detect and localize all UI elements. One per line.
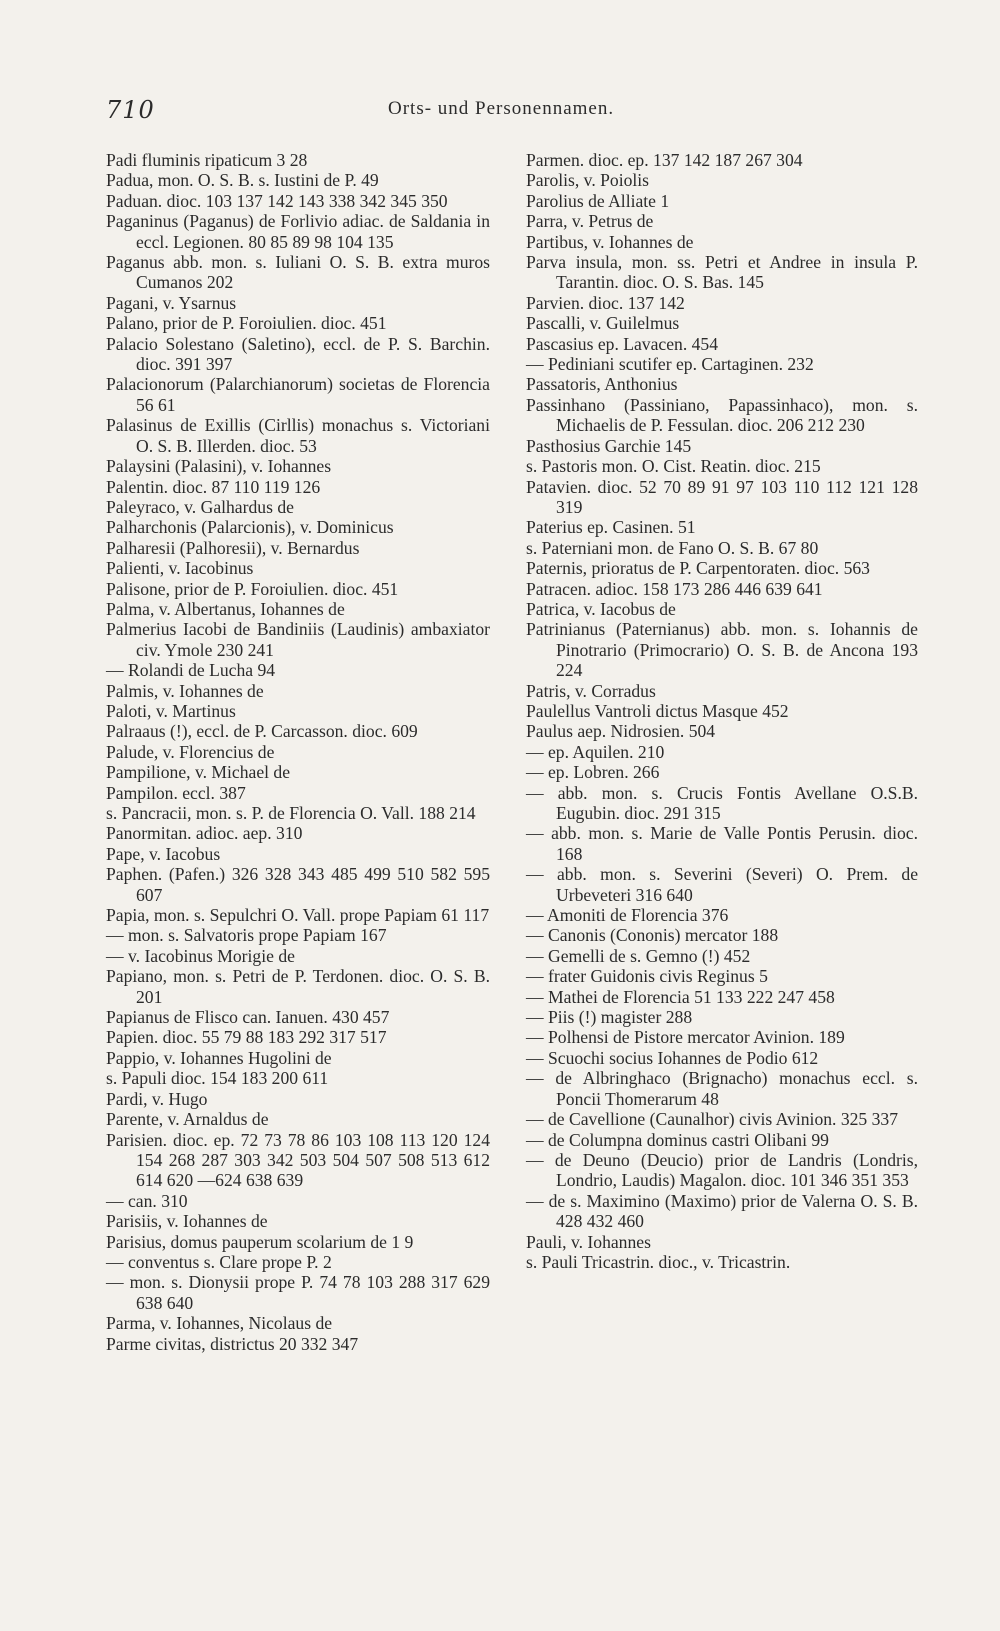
index-entry: Parma, v. Iohannes, Nicolaus de <box>106 1313 333 1334</box>
index-entry: Parente, v. Arnaldus de <box>106 1109 269 1130</box>
index-entry: Paganinus (Paganus) de Forlivio adiac. de Saldania in eccl. Legionen. 80 85 89 98 104 135 <box>106 211 490 252</box>
index-entry: — de s. Maximino (Maximo) prior de Valerna O. S. B. 428 432 460 <box>526 1190 918 1232</box>
index-entry: Papianus de Flisco can. Ianuen. 430 457 <box>106 1007 390 1028</box>
index-entry: Patrinianus (Paternianus) abb. mon. s. Iohannis de Pinotrario (Primocrario) O. S. B. de Ancona 193 224 <box>526 619 918 681</box>
index-entry: — mon. s. Salvatoris prope Papiam 167 <box>106 925 387 946</box>
index-entry: Papia, mon. s. Sepulchri O. Vall. prope Papiam 61 117 <box>106 905 490 926</box>
index-entry: s. Pauli Tricastrin. dioc., v. Tricastrin. <box>526 1251 791 1272</box>
index-entry: Parra, v. Petrus de <box>526 211 654 232</box>
index-entry: Parolius de Alliate 1 <box>526 190 670 211</box>
index-entry: Pascasius ep. Lavacen. 454 <box>526 333 719 354</box>
index-entry: Palacionorum (Palarchianorum) societas de Florencia 56 61 <box>106 374 490 415</box>
index-entry: — Polhensi de Pistore mercator Avinion. 189 <box>526 1027 845 1048</box>
index-entry: — de Columpna dominus castri Olibani 99 <box>526 1129 829 1150</box>
index-entry: — Amoniti de Florencia 376 <box>526 905 729 926</box>
index-entry: Parme civitas, districtus 20 332 347 <box>106 1333 359 1354</box>
index-entry: Palraaus (!), eccl. de P. Carcasson. dioc. 609 <box>106 721 418 742</box>
index-entry: Patavien. dioc. 52 70 89 91 97 103 110 112 121 128 319 <box>526 476 918 517</box>
index-entry: Pampilon. eccl. 387 <box>106 782 246 803</box>
index-entry: Palma, v. Albertanus, Iohannes de <box>106 598 345 619</box>
index-entry: Paleyraco, v. Galhardus de <box>106 496 294 517</box>
page-header <box>106 96 906 126</box>
index-entry: Parisien. dioc. ep. 72 73 78 86 103 108 113 120 124 154 268 287 303 342 503 504 507 508 513 612 614 620 —624 638 639 <box>106 1129 490 1191</box>
index-entry: Passinhano (Passiniano, Papassinhaco), mon. s. Michaelis de P. Fessulan. dioc. 206 212 230 <box>526 394 918 436</box>
index-entry: Patracen. adioc. 158 173 286 446 639 641 <box>526 578 823 599</box>
index-entry: Passatoris, Anthonius <box>526 374 678 395</box>
index-entry: — de Albringhaco (Brignacho) monachus eccl. s. Poncii Thomerarum 48 <box>526 1068 918 1109</box>
index-entry: Parisiis, v. Iohannes de <box>106 1211 268 1232</box>
index-entry: — Gemelli de s. Gemno (!) 452 <box>526 945 751 966</box>
index-entry: Palienti, v. Iacobinus <box>106 558 254 579</box>
index-entry: Palasinus de Exillis (Cirllis) monachus s. Victoriani O. S. B. Illerden. dioc. 53 <box>106 415 490 456</box>
index-entry: Patris, v. Corradus <box>526 680 656 701</box>
index-entry: — Piis (!) magister 288 <box>526 1007 693 1028</box>
index-entry: — abb. mon. s. Crucis Fontis Avellane O.S.B. Eugubin. dioc. 291 315 <box>526 782 918 823</box>
right-column <box>526 150 918 1272</box>
index-entry: — Pediniani scutifer ep. Cartaginen. 232 <box>526 354 814 375</box>
index-entry: Paloti, v. Martinus <box>106 700 236 721</box>
index-entry: Palisone, prior de P. Foroiulien. dioc. 451 <box>106 578 399 599</box>
index-entry: Papiano, mon. s. Petri de P. Terdonen. dioc. O. S. B. 201 <box>106 966 490 1007</box>
index-entry: Panormitan. adioc. aep. 310 <box>106 823 303 844</box>
index-entry: — Canonis (Cononis) mercator 188 <box>526 925 779 946</box>
index-entry: Pascalli, v. Guilelmus <box>526 313 680 334</box>
index-entry: Parolis, v. Poiolis <box>526 170 650 191</box>
index-entry: s. Pastoris mon. O. Cist. Reatin. dioc. 215 <box>526 456 821 477</box>
left-column <box>106 150 490 1354</box>
index-entry: Partibus, v. Iohannes de <box>526 231 694 252</box>
index-entry: s. Paterniani mon. de Fano O. S. B. 67 80 <box>526 537 819 558</box>
index-entry: Palentin. dioc. 87 110 119 126 <box>106 476 321 497</box>
index-entry: — conventus s. Clare prope P. 2 <box>106 1251 332 1272</box>
page-number: 710 <box>106 96 155 124</box>
index-entry: Padua, mon. O. S. B. s. Iustini de P. 49 <box>106 170 379 191</box>
index-entry: s. Pancracii, mon. s. P. de Florencia O. Vall. 188 214 <box>106 803 476 823</box>
index-entry: Pardi, v. Hugo <box>106 1088 208 1109</box>
index-entry: — abb. mon. s. Severini (Severi) O. Prem. de Urbeveteri 316 640 <box>526 864 918 905</box>
index-entry: — Rolandi de Lucha 94 <box>106 660 276 681</box>
index-entry: Palude, v. Florencius de <box>106 741 275 762</box>
index-entry: — frater Guidonis civis Reginus 5 <box>526 966 768 987</box>
index-entry: Palmis, v. Iohannes de <box>106 680 264 701</box>
index-entry: Pape, v. Iacobus <box>106 843 221 864</box>
index-entry: Paganus abb. mon. s. Iuliani O. S. B. extra muros Cumanos 202 <box>106 252 490 293</box>
index-entry: Pampilione, v. Michael de <box>106 762 291 783</box>
index-entry: Patrica, v. Iacobus de <box>526 598 676 619</box>
index-entry: — de Deuno (Deucio) prior de Landris (Londris, Londrio, Laudis) Magalon. dioc. 101 346 351 353 <box>526 1149 918 1191</box>
index-entry: Paulellus Vantroli dictus Masque 452 <box>526 700 789 721</box>
index-entry: — Mathei de Florencia 51 133 222 247 458 <box>526 986 835 1007</box>
index-entry: Palmerius Iacobi de Bandiniis (Laudinis) ambaxiator civ. Ymole 230 241 <box>106 619 490 660</box>
index-entry: Palacio Solestano (Saletino), eccl. de P. S. Barchin. dioc. 391 397 <box>106 333 490 375</box>
index-entry: Parmen. dioc. ep. 137 142 187 267 304 <box>526 150 803 170</box>
index-entry: Parvien. dioc. 137 142 <box>526 292 685 313</box>
index-entry: Palaysini (Palasini), v. Iohannes <box>106 456 332 477</box>
index-entry: Parisius, domus pauperum scolarium de 1 9 <box>106 1231 414 1252</box>
index-entry: Paulus aep. Nidrosien. 504 <box>526 721 716 742</box>
index-entry: Parva insula, mon. ss. Petri et Andree in insula P. Tarantin. dioc. O. S. Bas. 145 <box>526 252 918 293</box>
index-entry: Pasthosius Garchie 145 <box>526 435 692 456</box>
index-entry: — mon. s. Dionysii prope P. 74 78 103 288 317 629 638 640 <box>106 1272 490 1313</box>
index-entry: Pauli, v. Iohannes <box>526 1231 651 1252</box>
index-entry: Palano, prior de P. Foroiulien. dioc. 451 <box>106 313 387 334</box>
index-entry: — de Cavellione (Caunalhor) civis Avinion. 325 337 <box>526 1109 899 1130</box>
index-entry: — ep. Lobren. 266 <box>526 762 660 783</box>
index-entry: Paterius ep. Casinen. 51 <box>526 517 696 538</box>
index-entry: Palharesii (Palhoresii), v. Bernardus <box>106 537 360 558</box>
index-entry: Papien. dioc. 55 79 88 183 292 317 517 <box>106 1027 387 1048</box>
running-title: Orts- und Personennamen. <box>388 98 615 119</box>
index-entry: — v. Iacobinus Morigie de <box>106 945 295 966</box>
index-entry: Padi fluminis ripaticum 3 28 <box>106 150 308 170</box>
index-entry: — ep. Aquilen. 210 <box>526 741 665 762</box>
index-entry: s. Papuli dioc. 154 183 200 611 <box>106 1068 329 1089</box>
index-entry: Pappio, v. Iohannes Hugolini de <box>106 1047 332 1068</box>
index-entry: — abb. mon. s. Marie de Valle Pontis Perusin. dioc. 168 <box>526 823 918 864</box>
index-entry: Paduan. dioc. 103 137 142 143 338 342 345 350 <box>106 190 448 211</box>
index-entry: — can. 310 <box>106 1190 188 1211</box>
index-entry: Paphen. (Pafen.) 326 328 343 485 499 510 582 595 607 <box>106 864 490 905</box>
index-entry: Paternis, prioratus de P. Carpentoraten. dioc. 563 <box>526 558 870 579</box>
index-entry: Pagani, v. Ysarnus <box>106 292 237 313</box>
index-entry: Palharchonis (Palarcionis), v. Dominicus <box>106 517 394 538</box>
index-entry: — Scuochi socius Iohannes de Podio 612 <box>526 1047 819 1068</box>
